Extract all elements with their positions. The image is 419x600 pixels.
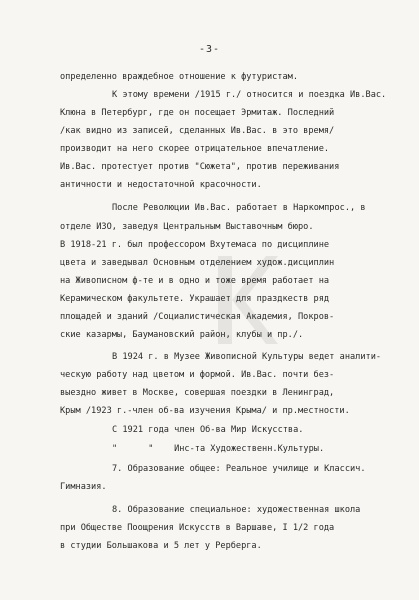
l20: " " Инс-та Художественн.Культуры.: [112, 444, 325, 454]
l21: 7. Образование общее: Реальное училище и Классич.: [112, 464, 366, 474]
l11: на Живописном ф-те и в одно и тоже время работает на: [60, 276, 330, 286]
l6: античности и недостаточной красочности.: [60, 180, 262, 190]
l8: отделе ИЗО, заведуя Центральным Выставочным бюро.: [60, 222, 314, 232]
l1: К этому времени /1915 г./ относится и поездка Ив.Вас.: [112, 90, 387, 100]
l0: определенно враждебное отношение к футуристам.: [60, 72, 298, 82]
l24: при Обществе Поощрения Искусств в Варшаве, I 1/2 года: [60, 523, 335, 533]
l25: в студии Большакова и 5 лет у Рерберга.: [60, 541, 262, 551]
l19: С 1921 года член Об-ва Мир Искусства.: [112, 425, 304, 435]
l12: Керамическом факультете. Украшает для праздкеств ряд: [60, 294, 330, 304]
l3: /как видно из записей, сделанных Ив.Вас. в это время/: [60, 126, 335, 136]
l17: выездно живет в Москве, совершая поездки в Ленинград,: [60, 388, 335, 398]
l4: производит на него скорее отрицательное впечатление.: [60, 144, 330, 154]
l13: площадей и зданий /Социалистическая Академия, Покров-: [60, 312, 335, 322]
l10: цвета и заведывал Основным отделением худож.дисциплин: [60, 258, 335, 268]
l5: Ив.Вас. протестует против "Сюжета", против переживания: [60, 162, 340, 172]
l22: Гимназия.: [60, 482, 107, 492]
l15: В 1924 г. в Музее Живописной Культуры ведет аналити-: [112, 352, 382, 362]
page-number: -3-: [198, 44, 221, 55]
l16: ческую работу над цветом и формой. Ив.Вас. почти без-: [60, 370, 335, 380]
l7: После Революции Ив.Вас. работает в Наркомпрос., в: [112, 203, 366, 213]
l9: В 1918-21 г. был профессором Вхутемаса по дисциплине: [60, 240, 330, 250]
l23: 8. Образование специальное: художественная школа: [112, 505, 361, 515]
l18: Крым /1923 г.-член об-ва изучения Крыма/ и пр.местности.: [60, 406, 350, 416]
l14: ские казармы, Баумановский район, клубы и пр./.: [60, 330, 304, 340]
l2: Клюна в Петербург, где он посещает Эрмитаж. Последний: [60, 108, 335, 118]
